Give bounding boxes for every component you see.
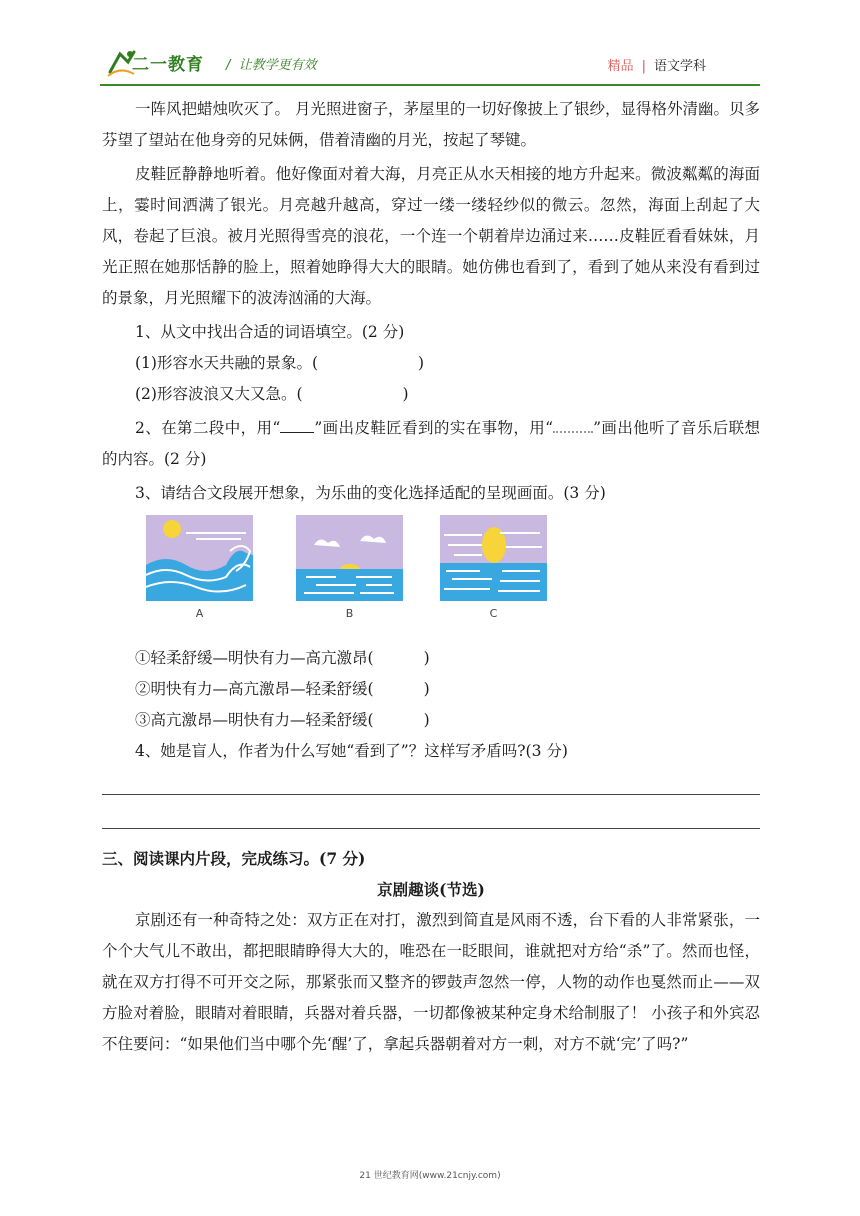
question-1: 1、从文中找出合适的词语填空。(2 分) [135, 323, 405, 341]
slogan: / 让教学更有效 [226, 58, 317, 73]
section-3-title: 三、阅读课内片段，完成练习。(7 分) [102, 849, 366, 868]
subject-label: 语文学科 [653, 59, 706, 74]
tag-separator: | [641, 59, 646, 74]
option-2: ②明快有力—高亢激昂—轻柔舒缓( ) [135, 680, 430, 698]
passage-paragraph-2: 皮鞋匠静静地听着。他好像面对着大海，月亮正从水天相接的地方升起来。微波粼粼的海面上，霎时间洒满了银光。月亮越升越高，穿过一缕一缕轻纱似的微云。忽然，海面上刮起了大风，卷起了巨浪。被月光照得雪亮的浪花，一个连一个朝着岸边涌过来……皮鞋匠看看妹妹，月光正照在她那恬静的脸上，照着她睁得大大的眼睛。她仿佛也看到了，看到了她从来没有看到过的景象，月光照耀下的波涛汹涌的大海。 [102, 165, 760, 307]
answer-line-2[interactable] [102, 827, 760, 829]
stormy-wave-scene-icon [146, 515, 253, 601]
answer-line-1[interactable] [102, 793, 760, 795]
scene-images [146, 515, 760, 641]
wavy-underline-marker [553, 419, 593, 433]
question-1-2: (2)形容波浪又大又急。( ) [135, 385, 409, 403]
page-header [100, 44, 760, 86]
section-3-paragraph: 京剧还有一种奇特之处：双方正在对打，激烈到简直是风雨不透，台下看的人非常紧张，一个个大气儿不敢出，都把眼睛睁得大大的，唯恐在一眨眼间，谁就把对方给“杀”了。然而也怪，就在双方打得不可开交之际，那紧张而又整齐的锣鼓声忽然一停，人物的动作也戛然而止——双方脸对着脸，眼睛对着眼睛，兵器对着兵器，一切都像被某种定身术给制服了！ 小孩子和外宾忍不住要问：“如果他们当中哪个先‘醒’了，拿起兵器朝着对方一刺，对方不就‘完’了吗?” [102, 911, 760, 1053]
calm-sea-scene-icon [296, 515, 403, 601]
logo-text: 二一教育 [132, 55, 204, 75]
moonrise-sea-scene-icon [440, 515, 547, 601]
subject-tag [608, 55, 706, 74]
question-3: 3、请结合文段展开想象，为乐曲的变化选择适配的呈现画面。(3 分) [135, 484, 606, 502]
scene-image-c[interactable] [440, 515, 547, 620]
image-label-b: B [345, 607, 354, 620]
option-1: ①轻柔舒缓—明快有力—高亢激昂( ) [135, 649, 430, 667]
scene-image-a[interactable] [146, 515, 253, 620]
passage-paragraph-1: 一阵风把蜡烛吹灭了。 月光照进窗子，茅屋里的一切好像披上了银纱，显得格外清幽。贝多芬望了望站在他身旁的兄妹俩，借着清幽的月光，按起了琴键。 [102, 100, 760, 149]
page-footer: 21 世纪教育网(www.21cnjy.com) [359, 1171, 501, 1181]
question-1-1: (1)形容水天共融的景象。( ) [135, 354, 425, 372]
document-body [102, 94, 760, 1060]
question-4: 4、她是盲人，作者为什么写她“看到了”？这样写矛盾吗?(3 分) [135, 742, 568, 760]
image-label-a: A [195, 607, 204, 620]
scene-image-b[interactable] [296, 515, 403, 620]
section-3-subtitle: 京剧趣谈(节选) [377, 880, 485, 899]
premium-label: 精品 [607, 59, 634, 74]
question-2: 2、在第二段中，用“ ”画出皮鞋匠看到的实在事物，用“ ”画出他听了音乐后联想的内容。(2 分) [102, 419, 760, 468]
option-3: ③高亢激昂—明快有力—轻柔舒缓( ) [135, 711, 430, 729]
solid-underline-marker [280, 420, 314, 433]
image-label-c: C [489, 607, 498, 620]
